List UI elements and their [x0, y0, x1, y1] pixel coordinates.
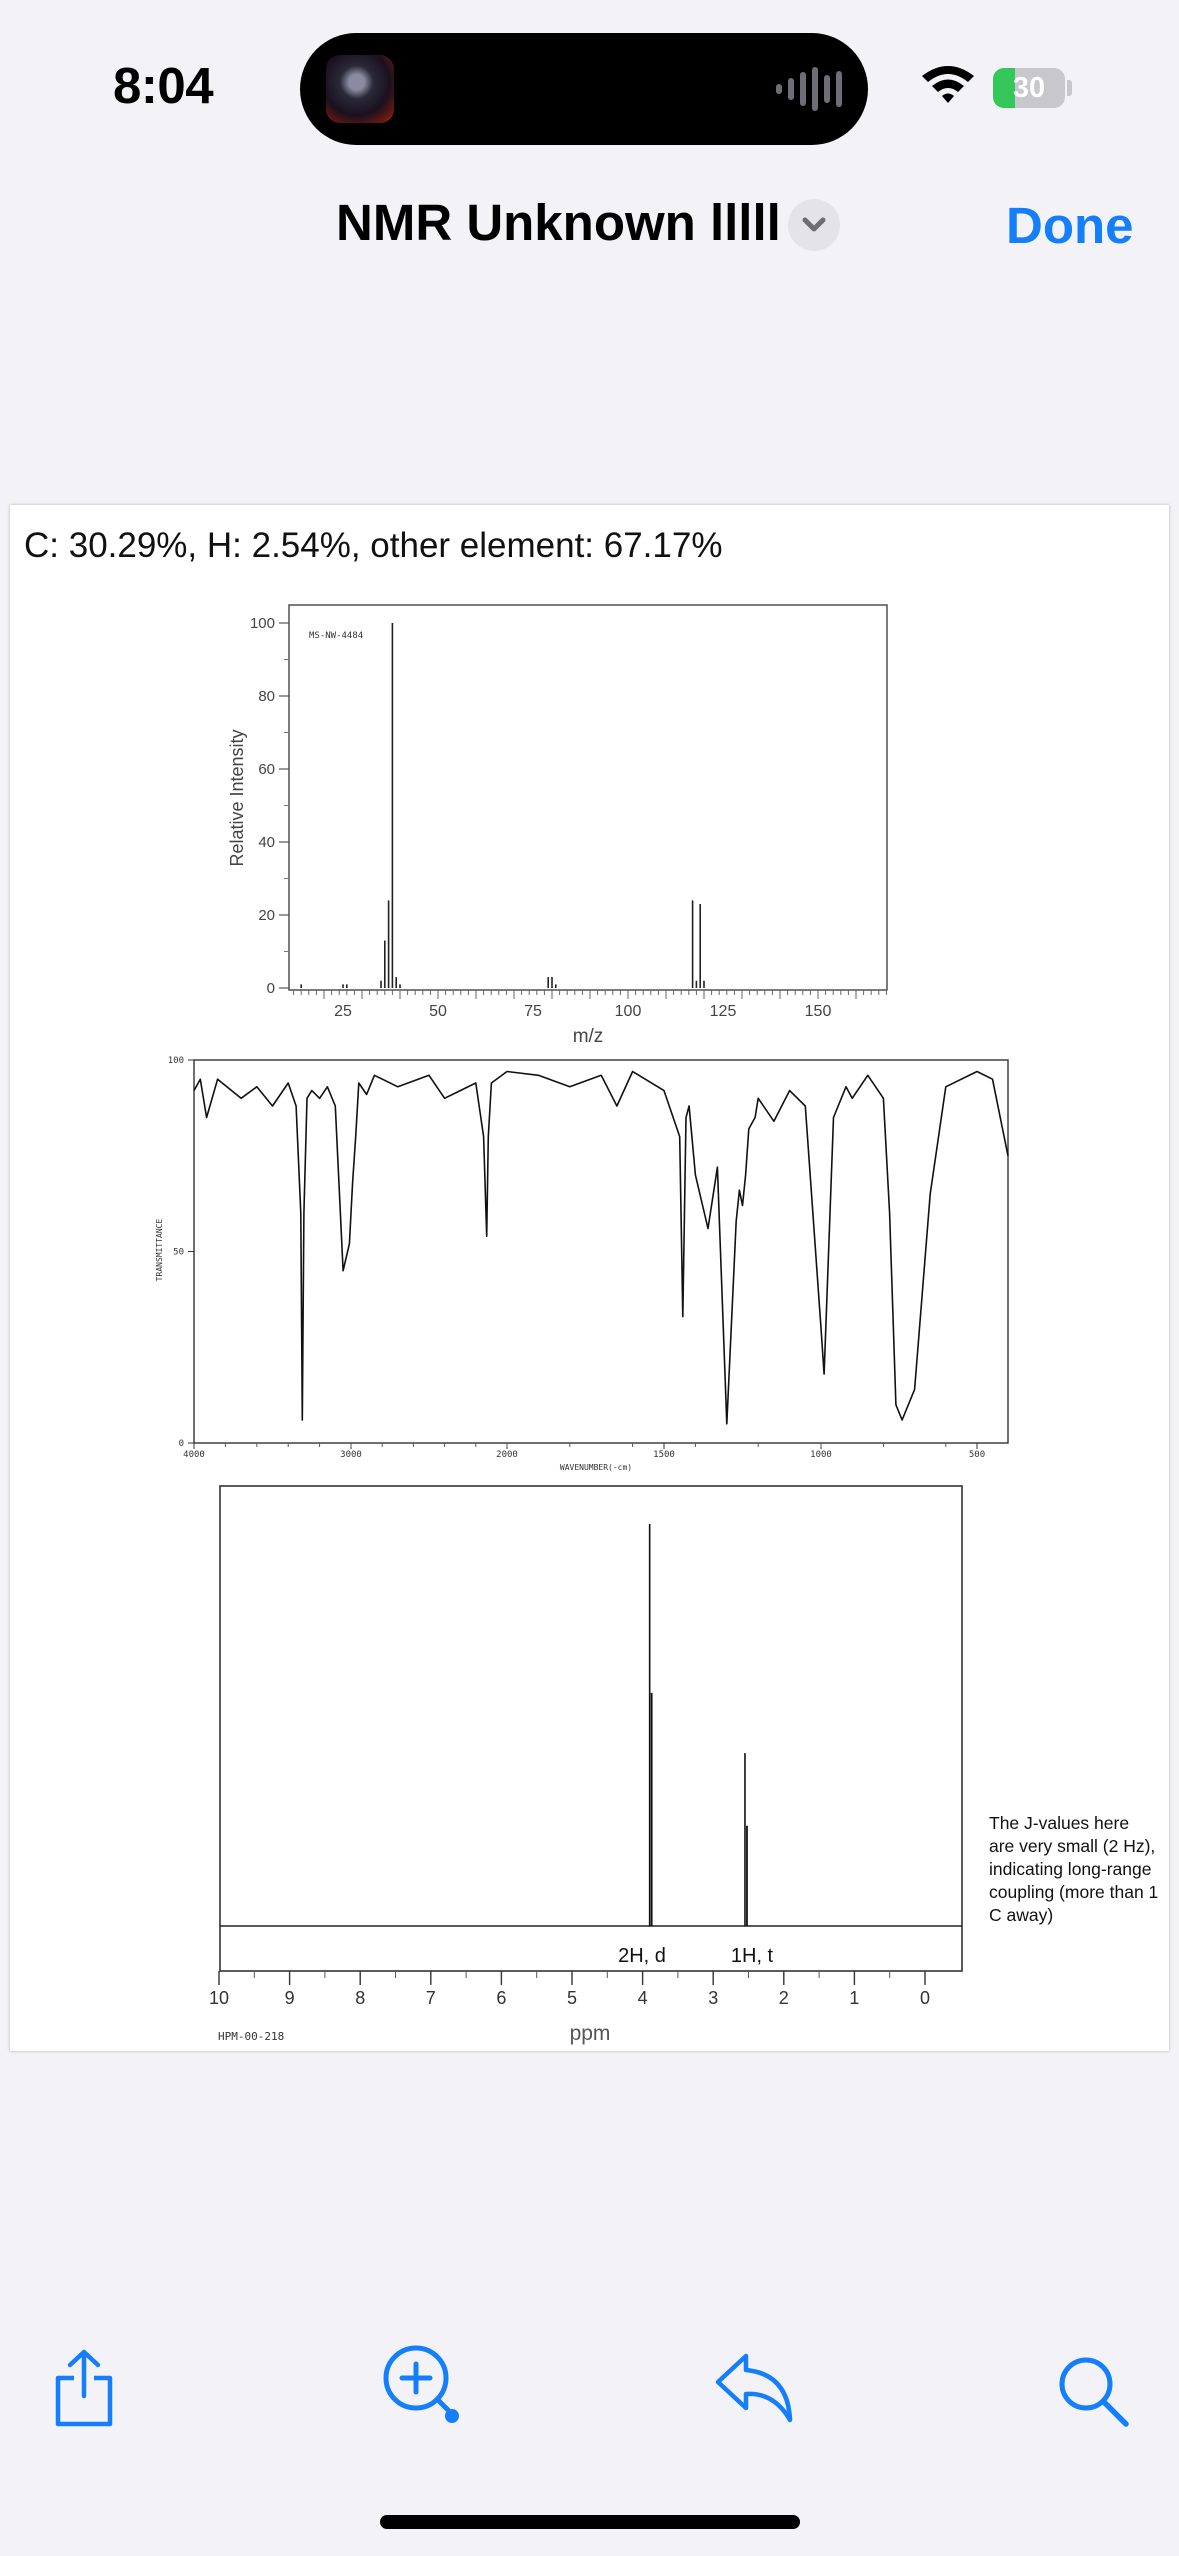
- battery-percent: 30: [1012, 72, 1046, 104]
- ir-y-tick-label: 100: [167, 1056, 184, 1066]
- nmr-plot-frame: [220, 1486, 962, 1971]
- nmr-x-tick-label: 1: [849, 1988, 860, 2008]
- ms-y-tick-label: 0: [266, 980, 275, 997]
- search-icon[interactable]: [1054, 2352, 1134, 2432]
- ms-chart-title: MS-NW-4484: [309, 631, 364, 641]
- ir-y-tick-label: 50: [173, 1247, 184, 1258]
- ms-x-tick-label: 25: [334, 1003, 352, 1020]
- document-title[interactable]: NMR Unknown lllll: [336, 194, 781, 251]
- ms-y-tick-label: 20: [258, 907, 275, 924]
- markup-zoom-icon[interactable]: [378, 2340, 474, 2436]
- ms-y-tick-label: 40: [258, 834, 275, 851]
- nmr-peak-label: 1H, t: [730, 1945, 774, 1967]
- share-icon[interactable]: [52, 2348, 116, 2428]
- ir-y-axis-label: TRANSMITTANCE: [155, 1218, 164, 1282]
- nmr-x-tick-label: 5: [566, 1988, 578, 2008]
- ir-x-axis-label: WAVENUMBER(-cm): [559, 1463, 633, 1472]
- nmr-x-tick-label: 9: [284, 1988, 295, 2008]
- ir-x-tick-label: 4000: [183, 1450, 205, 1460]
- ms-y-axis-label: Relative Intensity: [227, 729, 247, 867]
- j-value-note: The J-values here are very small (2 Hz), indicating long-range coupling (more than 1 C away): [989, 1813, 1159, 1925]
- ms-x-tick-label: 100: [614, 1003, 642, 1020]
- ms-x-tick-label: 50: [429, 1003, 447, 1020]
- ir-y-tick-label: 0: [178, 1439, 184, 1449]
- nmr-x-tick-label: 3: [708, 1988, 719, 2008]
- reply-icon[interactable]: [712, 2350, 796, 2426]
- ms-x-tick-label: 125: [709, 1003, 737, 1020]
- nmr-x-tick-label: 4: [637, 1988, 648, 2008]
- ms-x-axis-label: m/z: [572, 1026, 604, 1047]
- ms-x-tick-label: 150: [804, 1003, 832, 1020]
- nmr-x-axis-label: ppm: [569, 2022, 611, 2045]
- elemental-composition: C: 30.29%, H: 2.54%, other element: 67.17%: [24, 526, 723, 565]
- nmr-x-tick-label: 0: [919, 1988, 931, 2008]
- ms-y-tick-label: 80: [258, 688, 275, 705]
- nmr-x-tick-label: 10: [208, 1988, 230, 2008]
- ir-x-tick-label: 1000: [810, 1450, 832, 1460]
- ms-x-tick-label: 75: [524, 1003, 542, 1020]
- ir-x-tick-label: 1500: [653, 1450, 675, 1460]
- ir-x-tick-label: 500: [968, 1450, 986, 1460]
- nmr-peak-label: 2H, d: [618, 1945, 666, 1967]
- ms-y-tick-label: 60: [258, 761, 275, 778]
- ms-y-tick-label: 100: [249, 615, 275, 632]
- nmr-x-tick-label: 8: [355, 1988, 366, 2008]
- done-button[interactable]: Done: [1006, 197, 1134, 254]
- home-indicator[interactable]: [380, 2515, 800, 2529]
- nmr-footer-code: HPM-00-218: [218, 2030, 285, 2043]
- ir-x-tick-label: 2000: [496, 1450, 518, 1460]
- status-time: 8:04: [113, 57, 214, 114]
- nmr-x-tick-label: 6: [496, 1988, 507, 2008]
- nmr-x-tick-label: 2: [778, 1988, 789, 2008]
- nmr-x-tick-label: 7: [425, 1988, 436, 2008]
- ir-x-tick-label: 3000: [340, 1450, 362, 1460]
